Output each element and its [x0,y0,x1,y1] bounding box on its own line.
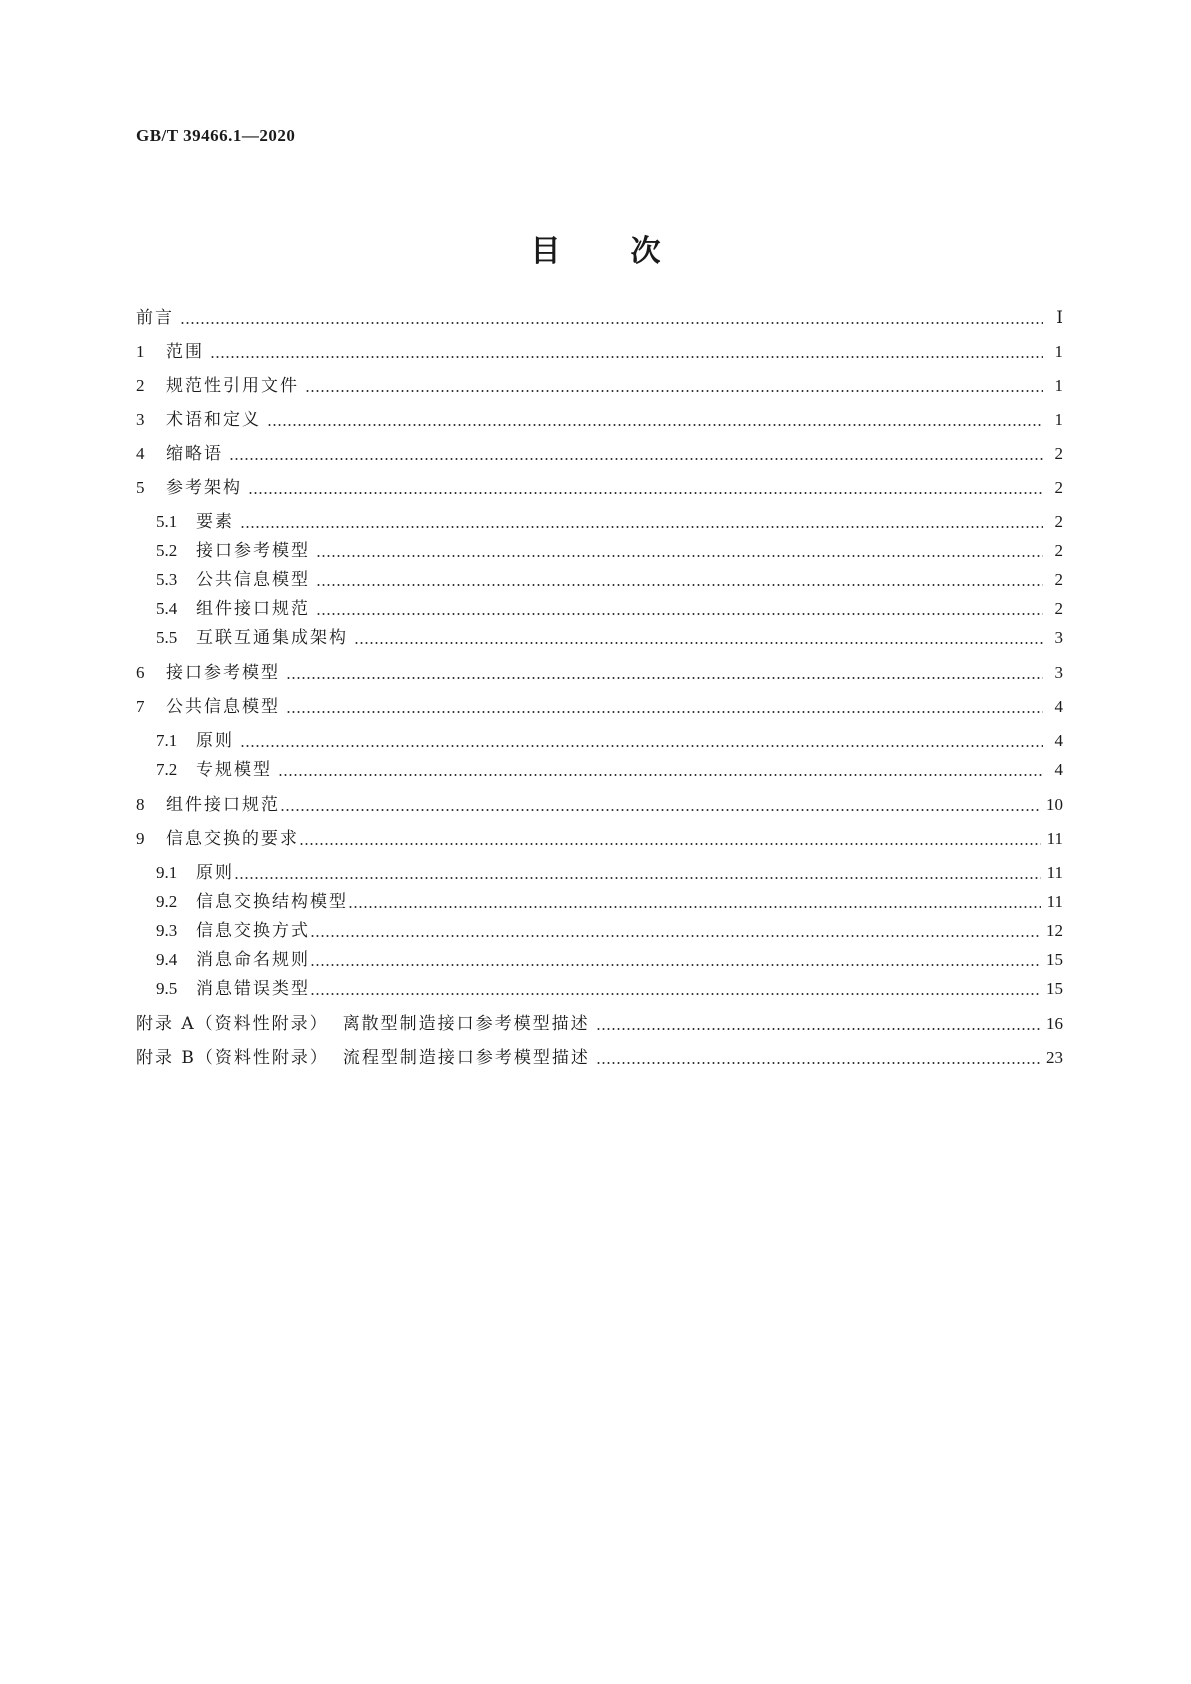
toc-entry-number: 7.1 [156,731,178,750]
toc-entry-number: 4 [136,444,145,463]
toc-entry-page: 4 [1054,731,1063,750]
toc-entry-7-2[interactable] [156,758,1063,782]
toc-entry-title: 接口参考模型 [166,663,280,683]
dot-leader [240,745,1043,747]
toc-entry-page: 2 [1054,478,1063,497]
toc-entry-title: 原则 [196,863,234,883]
toc-entry-title: 公共信息模型 [166,697,280,717]
toc-entry-annex-a[interactable] [136,1012,1063,1036]
toc-entry-number: 6 [136,663,145,682]
toc-entry-title: 要素 [196,512,234,532]
toc-entry-number: 5.4 [156,599,178,618]
toc-entry-title: 缩略语 [166,444,223,464]
toc-entry-number: 7.2 [156,760,178,779]
toc-entry-title: 接口参考模型 [196,541,310,561]
toc-entry-7-1[interactable] [156,729,1063,753]
toc-entry-page: 3 [1054,663,1063,682]
toc-entry-1[interactable] [136,340,1063,364]
dot-leader [180,322,1043,324]
dot-leader [234,877,1041,879]
toc-entry-page: 15 [1046,979,1063,998]
toc-entry-page: 11 [1046,863,1063,882]
dot-leader [305,390,1043,392]
table-of-contents [136,0,1063,1684]
toc-entry-number: 9.2 [156,892,178,911]
toc-entry-title: 范围 [166,342,204,362]
toc-entry-5-2[interactable] [156,539,1063,563]
toc-entry-page: 2 [1054,541,1063,560]
toc-entry-number: 8 [136,795,145,814]
dot-leader [348,906,1041,908]
toc-entry-4[interactable] [136,442,1063,466]
dot-leader [596,1062,1040,1064]
toc-entry-title: 互联互通集成架构 [196,628,348,648]
dot-leader [286,677,1043,679]
toc-entry-number: 5.3 [156,570,178,589]
dot-leader [316,613,1043,615]
toc-entry-title: 信息交换结构模型 [196,892,348,912]
toc-entry-title: 组件接口规范 [166,795,280,815]
dot-leader [286,711,1043,713]
toc-entry-title: 信息交换的要求 [166,829,299,849]
toc-entry-page: 10 [1046,795,1063,814]
toc-entry-page: 4 [1054,760,1063,779]
toc-entry-page: 2 [1054,512,1063,531]
dot-leader [310,993,1040,995]
toc-entry-9[interactable] [136,827,1063,851]
toc-entry-title: 术语和定义 [166,410,261,430]
toc-entry-number: 5.5 [156,628,178,647]
dot-leader [310,964,1040,966]
toc-entry-page: 11 [1046,892,1063,911]
toc-entry-title: 附录 A（资料性附录） [136,1014,329,1034]
dot-leader [310,935,1040,937]
toc-entry-5-3[interactable] [156,568,1063,592]
dot-leader [267,424,1043,426]
toc-entry-number: 9.1 [156,863,178,882]
dot-leader [596,1028,1040,1030]
toc-entry-page: 4 [1054,697,1063,716]
toc-entry-number: 9.4 [156,950,178,969]
toc-entry-number: 7 [136,697,145,716]
toc-entry-title: 原则 [196,731,234,751]
toc-entry-9-1[interactable] [156,861,1063,885]
toc-entry-page: Ⅰ [1056,308,1063,327]
dot-leader [299,843,1041,845]
toc-entry-number: 2 [136,376,145,395]
toc-entry-6[interactable] [136,661,1063,685]
toc-entry-7[interactable] [136,695,1063,719]
toc-entry-number: 9.3 [156,921,178,940]
toc-entry-page: 2 [1054,444,1063,463]
toc-entry-title: 公共信息模型 [196,570,310,590]
toc-entry-title: 参考架构 [166,478,242,498]
dot-leader [240,526,1043,528]
toc-entry-title: 专规模型 [196,760,272,780]
toc-entry-number: 1 [136,342,145,361]
toc-entry-5-1[interactable] [156,510,1063,534]
toc-entry-number: 5.2 [156,541,178,560]
toc-entry-page: 1 [1054,410,1063,429]
dot-leader [210,356,1043,358]
toc-entry-page: 15 [1046,950,1063,969]
toc-entry-annex-b[interactable] [136,1046,1063,1070]
toc-entry-5-4[interactable] [156,597,1063,621]
toc-entry-9-4[interactable] [156,948,1063,972]
dot-leader [229,458,1043,460]
toc-entry-title: 前言 [136,308,174,328]
dot-leader [248,492,1043,494]
toc-entry-2[interactable] [136,374,1063,398]
toc-entry-number: 5 [136,478,145,497]
toc-entry-title: 规范性引用文件 [166,376,299,396]
dot-leader [280,809,1040,811]
toc-entry-5[interactable] [136,476,1063,500]
toc-entry-number: 9.5 [156,979,178,998]
toc-entry-title: 附录 B（资料性附录） [136,1048,329,1068]
toc-entry-title: 信息交换方式 [196,921,310,941]
toc-entry-title: 消息命名规则 [196,950,310,970]
toc-entry-subtitle: 离散型制造接口参考模型描述 [342,1014,590,1034]
toc-entry-page: 1 [1054,376,1063,395]
toc-entry-3[interactable] [136,408,1063,432]
toc-entry-page: 3 [1054,628,1063,647]
toc-entry-number: 9 [136,829,145,848]
toc-entry-page: 12 [1046,921,1063,940]
toc-entry-page: 23 [1046,1048,1063,1067]
toc-entry-9-2[interactable] [156,890,1063,914]
dot-leader [316,555,1043,557]
toc-entry-8[interactable] [136,793,1063,817]
standard-number: GB/T 39466.1—2020 [136,126,296,145]
toc-entry-subtitle: 流程型制造接口参考模型描述 [342,1048,590,1068]
toc-entry-title: 消息错误类型 [196,979,310,999]
toc-entry-foreword[interactable] [136,306,1063,330]
toc-entry-page: 2 [1054,599,1063,618]
toc-entry-number: 3 [136,410,145,429]
toc-entry-5-5[interactable] [156,626,1063,650]
toc-entry-title: 组件接口规范 [196,599,310,619]
toc-entry-number: 5.1 [156,512,178,531]
dot-leader [316,584,1043,586]
toc-entry-page: 16 [1046,1014,1063,1033]
toc-entry-page: 1 [1054,342,1063,361]
dot-leader [278,774,1043,776]
toc-entry-9-3[interactable] [156,919,1063,943]
toc-entry-page: 2 [1054,570,1063,589]
dot-leader [354,642,1043,644]
toc-entry-page: 11 [1046,829,1063,848]
toc-entry-9-5[interactable] [156,977,1063,1001]
page-title: 目次 [530,234,731,269]
